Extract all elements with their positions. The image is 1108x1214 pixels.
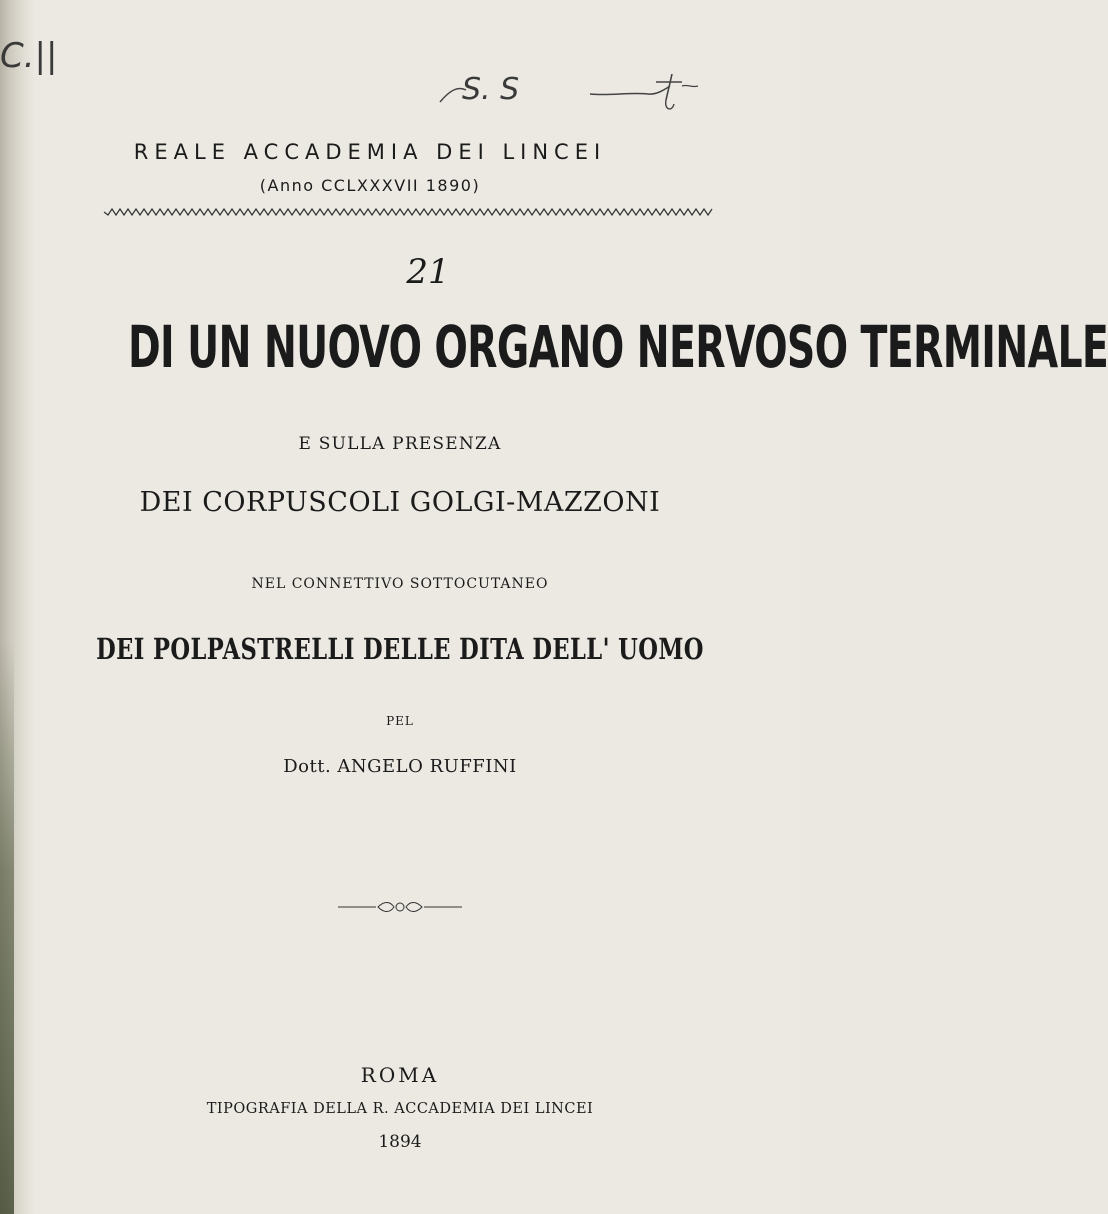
academy-name: REALE ACCADEMIA DEI LINCEI: [133, 140, 607, 164]
handwritten-shelfmark: C.||: [0, 36, 58, 76]
main-title: DI UN NUOVO ORGANO NERVOSO TERMINALE: [128, 313, 1108, 381]
title-line-2: DEI CORPUSCOLI GOLGI-MAZZONI: [139, 487, 661, 518]
title-line-3: NEL CONNETTIVO SOTTOCUTANEO: [251, 576, 549, 592]
wavy-rule: [104, 206, 712, 218]
author-name: Dott. ANGELO RUFFINI: [283, 756, 517, 777]
title-line-4: DEI POLPASTRELLI DELLE DITA DELL' UOMO: [96, 632, 704, 666]
handwritten-initials: S. S: [462, 72, 520, 107]
imprint-city: ROMA: [360, 1063, 440, 1087]
handwritten-number: 21: [406, 252, 450, 292]
imprint-printer: TIPOGRAFIA DELLA R. ACCADEMIA DEI LINCEI: [206, 1101, 594, 1117]
byline-pel: PEL: [386, 714, 414, 728]
academy-year: (Anno CCLXXXVII 1890): [259, 176, 481, 195]
imprint-year: 1894: [378, 1132, 422, 1152]
ornament-divider: [338, 900, 462, 914]
title-subtitle: E SULLA PRESENZA: [298, 434, 502, 454]
